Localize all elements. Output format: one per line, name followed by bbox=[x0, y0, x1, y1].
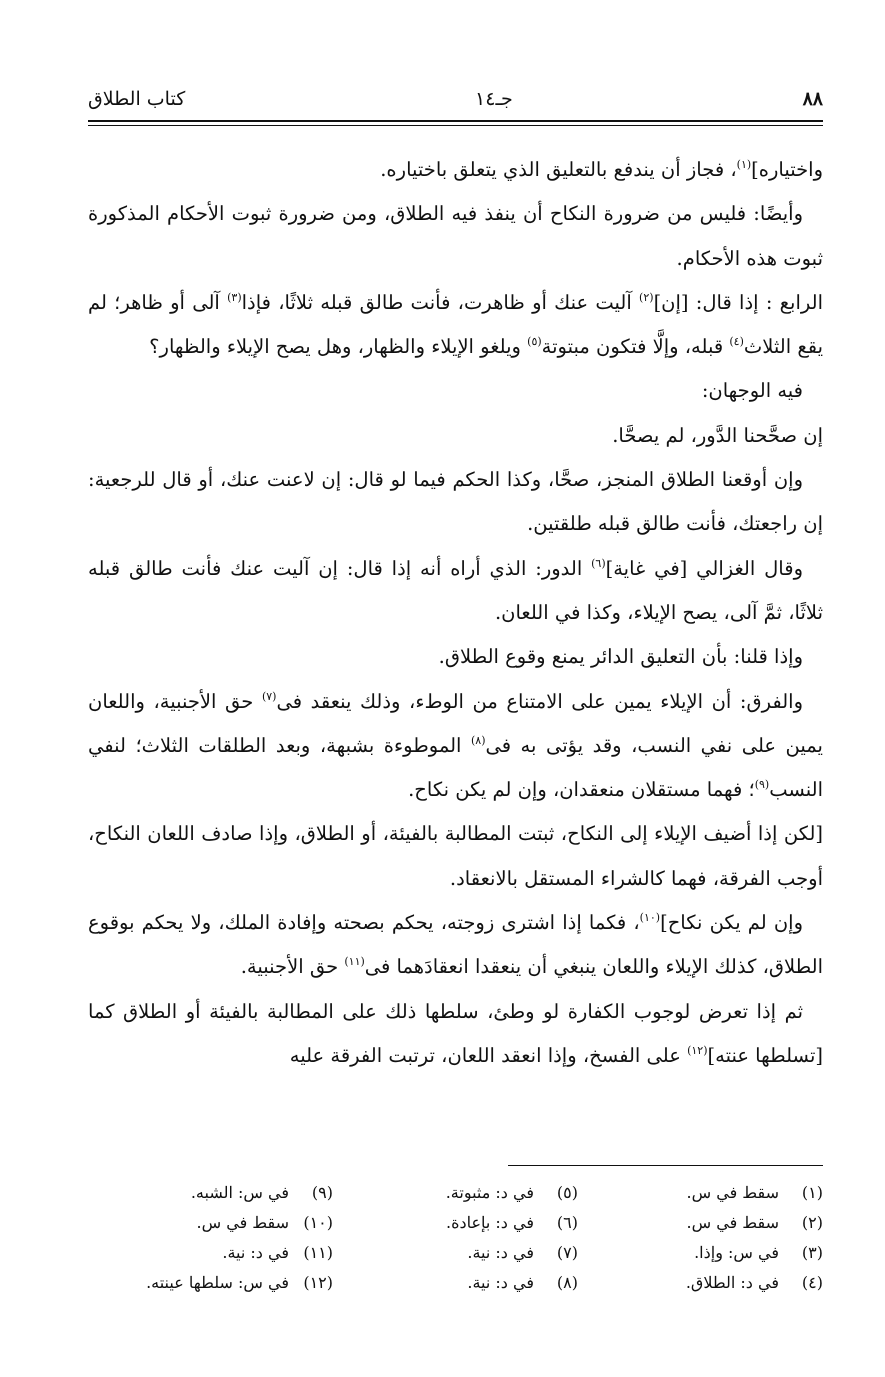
footnotes bbox=[88, 1178, 823, 1298]
page-number: ٨٨ bbox=[802, 88, 823, 110]
footnote-item: (٣)في س: وإذا. bbox=[694, 1243, 823, 1262]
header-rule-thick bbox=[88, 120, 823, 122]
footnote-column bbox=[88, 1178, 333, 1298]
running-header bbox=[88, 82, 823, 116]
paragraph: إن صحَّحنا الدَّور، لم يصحَّا. bbox=[612, 423, 823, 447]
footnote-separator bbox=[508, 1165, 823, 1166]
footnote-column bbox=[578, 1178, 823, 1298]
footnote-item: (١٠)سقط في س. bbox=[196, 1213, 333, 1232]
paragraph: ثم إذا تعرض لوجوب الكفارة لو وطئ، سلطها ذلك على المطالبة بالفيئة أو الطلاق كما [تسلطها عنته]$^{(١٢)}$ على الفسخ، وإذا انعقد اللعان، ترتبت الفرقة عليه bbox=[88, 999, 823, 1067]
book-title: كتاب الطلاق bbox=[88, 88, 186, 110]
main-text bbox=[88, 148, 823, 1078]
paragraph: وإن أوقعنا الطلاق المنجز، صحَّا، وكذا الحكم فيما لو قال: إن لاعنت عنك، أو قال للرجعية: إن راجعتك، فأنت طالق قبله طلقتين. bbox=[88, 468, 823, 536]
footnote-item: (٩)في س: الشبه. bbox=[190, 1183, 333, 1202]
footnote-item: (١)سقط في س. bbox=[686, 1183, 823, 1202]
paragraph: [لكن إذا أضيف الإيلاء إلى النكاح، ثبتت المطالبة بالفيئة، أو الطلاق، وإذا صادف اللعان النكاح، أوجب الفرقة، فهما كالشراء المستقل بالانعقاد. bbox=[88, 822, 823, 890]
footnote-item: (٦)في د: بإعادة. bbox=[445, 1213, 578, 1232]
footnote-item: (٢)سقط في س. bbox=[686, 1213, 823, 1232]
footnote-item: (١٢)في س: سلطها عينته. bbox=[146, 1273, 333, 1292]
footnote-item: (٥)في د: مثبوتة. bbox=[445, 1183, 578, 1202]
footnote-item: (٤)في د: الطلاق. bbox=[685, 1273, 823, 1292]
footnote-item: (٨)في د: نية. bbox=[467, 1273, 578, 1292]
paragraph: وقال الغزالي [في غاية]$^{(٦)}$ الدور: الذي أراه أنه إذا قال: إن آليت عنك فأنت طالق قبله ثلاثًا، ثمَّ آلى، يصح الإيلاء، وكذا في اللعان. bbox=[88, 556, 823, 624]
paragraph: الرابع : إذا قال: [إن]$^{(٢)}$ آليت عنك أو ظاهرت، فأنت طالق قبله ثلاثًا، فإذا$^{(٣)}$ آلى أو ظاهر؛ لم يقع الثلاث$^{(٤)}$ قبله، وإلَّا فتكون مبتوتة$^{(٥)}$ ويلغو الإيلاء والظهار، وهل يصح الإيلاء والظهار؟ bbox=[88, 290, 823, 359]
footnote-item: (٧)في د: نية. bbox=[467, 1243, 578, 1262]
paragraph: فيه الوجهان: bbox=[701, 379, 803, 403]
footnote-item: (١١)في د: نية. bbox=[222, 1243, 333, 1262]
paragraph: وإذا قلنا: بأن التعليق الدائر يمنع وقوع الطلاق. bbox=[438, 645, 803, 669]
paragraph: واختياره]$^{(١)}$، فجاز أن يندفع بالتعليق الذي يتعلق باختياره. bbox=[380, 158, 823, 181]
paragraph: وأيضًا: فليس من ضرورة النكاح أن ينفذ فيه الطلاق، ومن ضرورة ثبوت الأحكام المذكورة ثبوت هذه الأحكام. bbox=[88, 202, 823, 270]
volume-label: جـ١٤ bbox=[475, 88, 513, 110]
footnote-column bbox=[333, 1178, 578, 1298]
paragraph: وإن لم يكن نكاح]$^{(١٠)}$، فكما إذا اشترى زوجته، يحكم بصحته وإفادة الملك، ولا يحكم بوقوع الطلاق، كذلك الإيلاء واللعان ينبغي أن ينعقدا انعقادَهما فى$^{(١١)}$ حق الأجنبية. bbox=[88, 911, 823, 979]
paragraph: والفرق: أن الإيلاء يمين على الامتناع من الوطء، وذلك ينعقد فى$^{(٧)}$ حق الأجنبية، واللعان يمين على نفي النسب، وقد يؤتى به فى$^{(٨)}$ الموطوءة بشبهة، وبعد الطلقات الثلاث؛ لنفي النسب$^{(٩)}$؛ فهما مستقلان منعقدان، وإن لم يكن نكاح. bbox=[88, 689, 823, 802]
header-rule-thin bbox=[88, 125, 823, 126]
